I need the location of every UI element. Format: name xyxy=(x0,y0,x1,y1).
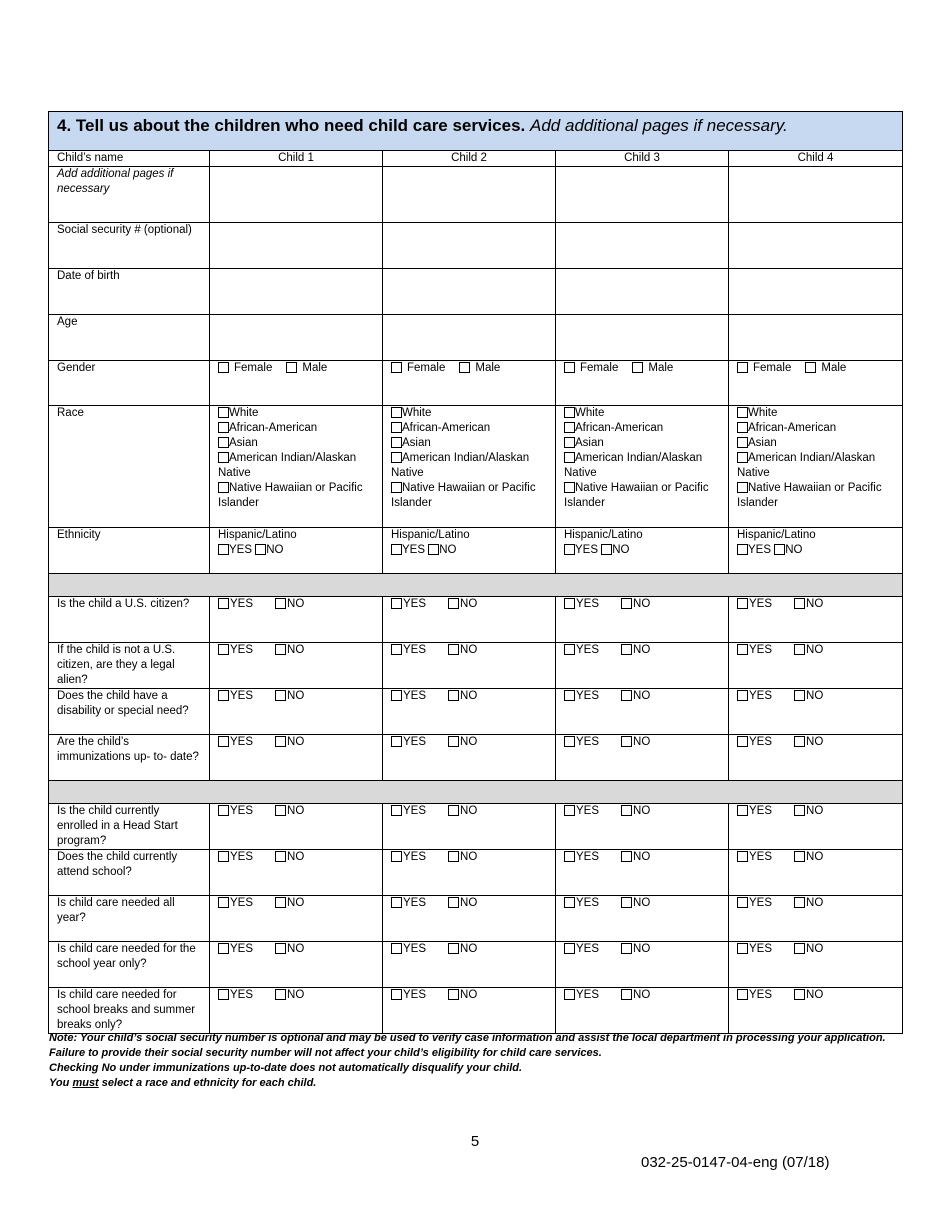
dob-input-3[interactable] xyxy=(556,269,729,315)
no-checkbox[interactable] xyxy=(621,598,632,609)
all-year-row: Is child care needed all year? YES NO YES NO YES NO YES NO xyxy=(49,896,903,942)
no-checkbox[interactable] xyxy=(275,897,286,908)
no-checkbox[interactable] xyxy=(794,736,805,747)
no-checkbox[interactable] xyxy=(448,690,459,701)
yes-checkbox[interactable] xyxy=(218,736,229,747)
no-checkbox[interactable] xyxy=(275,690,286,701)
yes-checkbox[interactable] xyxy=(391,644,402,655)
yes-checkbox[interactable] xyxy=(737,805,748,816)
race-american-indian-checkbox[interactable] xyxy=(218,452,229,463)
no-checkbox[interactable] xyxy=(275,943,286,954)
yes-checkbox[interactable] xyxy=(737,736,748,747)
race-hawaiian-checkbox[interactable] xyxy=(391,482,402,493)
immunization-note: Checking No under immunizations up-to-date does not automatically disqualify your child. xyxy=(49,1062,523,1074)
no-checkbox[interactable] xyxy=(794,644,805,655)
school-row: Does the child currently attend school? YES NO YES NO YES NO YES NO xyxy=(49,850,903,896)
race-white-checkbox[interactable] xyxy=(564,407,575,418)
no-checkbox[interactable] xyxy=(621,943,632,954)
male-checkbox[interactable] xyxy=(286,362,297,373)
yes-checkbox[interactable] xyxy=(218,544,229,555)
race-american-indian-checkbox[interactable] xyxy=(391,452,402,463)
yes-checkbox[interactable] xyxy=(218,989,229,1000)
school-label: Does the child currently attend school? xyxy=(49,850,210,896)
yes-checkbox[interactable] xyxy=(737,943,748,954)
yes-checkbox[interactable] xyxy=(564,644,575,655)
separator-row xyxy=(49,781,903,804)
no-checkbox[interactable] xyxy=(794,989,805,1000)
form-code: 032-25-0147-04-eng (07/18) xyxy=(641,1154,830,1171)
race-label: Race xyxy=(49,406,210,528)
age-input-2[interactable] xyxy=(383,315,556,361)
breaks-row: Is child care needed for school breaks and summer breaks only? YES NO YES NO YES NO YES NO xyxy=(49,988,903,1034)
child-name-note: Add additional pages if necessary xyxy=(49,167,210,223)
yes-checkbox[interactable] xyxy=(737,644,748,655)
yes-checkbox[interactable] xyxy=(218,851,229,862)
no-checkbox[interactable] xyxy=(621,805,632,816)
race-options-1: White African-American Asian American Indian/Alaskan Native Native Hawaiian or Pacific Islander xyxy=(210,406,383,528)
yes-checkbox[interactable] xyxy=(564,851,575,862)
no-checkbox[interactable] xyxy=(275,644,286,655)
citizen-label: Is the child a U.S. citizen? xyxy=(49,597,210,643)
school-year-row: Is child care needed for the school year only? YES NO YES NO YES NO YES NO xyxy=(49,942,903,988)
no-checkbox[interactable] xyxy=(621,644,632,655)
yes-checkbox[interactable] xyxy=(391,736,402,747)
no-checkbox[interactable] xyxy=(448,989,459,1000)
yes-checkbox[interactable] xyxy=(737,544,748,555)
yes-checkbox[interactable] xyxy=(564,943,575,954)
no-checkbox[interactable] xyxy=(621,897,632,908)
female-checkbox[interactable] xyxy=(218,362,229,373)
immunizations-label: Are the child’s immunizations up- to- date? xyxy=(49,735,210,781)
school-year-label: Is child care needed for the school year only? xyxy=(49,942,210,988)
yes-checkbox[interactable] xyxy=(391,943,402,954)
race-african-american-checkbox[interactable] xyxy=(737,422,748,433)
no-checkbox[interactable] xyxy=(621,851,632,862)
gender-options-1: Female Male xyxy=(210,361,383,406)
dob-input-4[interactable] xyxy=(729,269,903,315)
children-info-table xyxy=(48,111,903,1034)
ssn-input-1[interactable] xyxy=(210,223,383,269)
yes-checkbox[interactable] xyxy=(218,943,229,954)
age-input-1[interactable] xyxy=(210,315,383,361)
ethnicity-options-2: Hispanic/Latino YES NO xyxy=(383,528,556,574)
no-checkbox[interactable] xyxy=(448,736,459,747)
disability-label: Does the child have a disability or special need? xyxy=(49,689,210,735)
no-checkbox[interactable] xyxy=(794,805,805,816)
ssn-input-2[interactable] xyxy=(383,223,556,269)
no-checkbox[interactable] xyxy=(275,989,286,1000)
head-start-label: Is the child currently enrolled in a Head Start program? xyxy=(49,804,210,850)
race-hawaiian-checkbox[interactable] xyxy=(218,482,229,493)
no-checkbox[interactable] xyxy=(275,736,286,747)
no-checkbox[interactable] xyxy=(448,598,459,609)
section-header xyxy=(49,112,903,151)
no-checkbox[interactable] xyxy=(448,851,459,862)
race-ethnicity-note: You must select a race and ethnicity for each child. xyxy=(49,1077,317,1089)
ethnicity-options-3: Hispanic/Latino YES NO xyxy=(556,528,729,574)
no-checkbox[interactable] xyxy=(794,598,805,609)
ssn-note: Note: Your child’s social security number is optional and may be used to verify case information and assist the local department in processing your application. Failure to provide their social security number will not affect your child’s eligibility for child care services. xyxy=(49,1032,886,1059)
yes-checkbox[interactable] xyxy=(218,805,229,816)
yes-checkbox[interactable] xyxy=(737,851,748,862)
no-checkbox[interactable] xyxy=(448,644,459,655)
separator-row xyxy=(49,574,903,597)
child-name-input-4[interactable] xyxy=(729,167,903,223)
yes-checkbox[interactable] xyxy=(564,897,575,908)
section-title-bold: 4. Tell us about the children who need child care services. xyxy=(57,116,526,135)
no-checkbox[interactable] xyxy=(275,805,286,816)
section-title xyxy=(49,112,903,151)
gender-options-4: Female Male xyxy=(729,361,903,406)
column-child-3: Child 3 xyxy=(556,151,729,167)
male-checkbox[interactable] xyxy=(459,362,470,373)
ssn-input-3[interactable] xyxy=(556,223,729,269)
race-hawaiian-checkbox[interactable] xyxy=(737,482,748,493)
child-name-label: Child’s name xyxy=(49,151,210,167)
race-african-american-checkbox[interactable] xyxy=(218,422,229,433)
yes-checkbox[interactable] xyxy=(564,805,575,816)
dob-input-1[interactable] xyxy=(210,269,383,315)
yes-checkbox[interactable] xyxy=(564,989,575,1000)
yes-checkbox[interactable] xyxy=(391,544,402,555)
disability-row: Does the child have a disability or special need? YES NO YES NO YES NO YES NO xyxy=(49,689,903,735)
column-header-row xyxy=(49,151,903,167)
race-asian-checkbox[interactable] xyxy=(737,437,748,448)
race-african-american-checkbox[interactable] xyxy=(391,422,402,433)
race-options-2: White African-American Asian American Indian/Alaskan Native Native Hawaiian or Pacific Islander xyxy=(383,406,556,528)
female-checkbox[interactable] xyxy=(737,362,748,373)
female-checkbox[interactable] xyxy=(564,362,575,373)
ssn-row xyxy=(49,223,903,269)
race-white-checkbox[interactable] xyxy=(737,407,748,418)
dob-row xyxy=(49,269,903,315)
yes-checkbox[interactable] xyxy=(564,544,575,555)
head-start-row: Is the child currently enrolled in a Head Start program? YES NO YES NO YES NO YES NO xyxy=(49,804,903,850)
yes-checkbox[interactable] xyxy=(391,598,402,609)
ethnicity-label: Ethnicity xyxy=(49,528,210,574)
ethnicity-options-1: Hispanic/Latino YES NO xyxy=(210,528,383,574)
yes-checkbox[interactable] xyxy=(391,897,402,908)
no-checkbox[interactable] xyxy=(794,690,805,701)
no-checkbox[interactable] xyxy=(448,805,459,816)
yes-checkbox[interactable] xyxy=(218,644,229,655)
yes-checkbox[interactable] xyxy=(737,897,748,908)
age-input-3[interactable] xyxy=(556,315,729,361)
no-checkbox[interactable] xyxy=(621,736,632,747)
gender-options-3: Female Male xyxy=(556,361,729,406)
race-white-checkbox[interactable] xyxy=(218,407,229,418)
yes-checkbox[interactable] xyxy=(564,598,575,609)
gender-options-2: Female Male xyxy=(383,361,556,406)
age-row xyxy=(49,315,903,361)
age-label: Age xyxy=(49,315,210,361)
no-checkbox[interactable] xyxy=(601,544,612,555)
race-asian-checkbox[interactable] xyxy=(391,437,402,448)
section-title-italic: Add additional pages if necessary. xyxy=(530,116,788,135)
column-child-4: Child 4 xyxy=(729,151,903,167)
yes-checkbox[interactable] xyxy=(218,598,229,609)
yes-checkbox[interactable] xyxy=(391,805,402,816)
child-name-input-1[interactable] xyxy=(210,167,383,223)
gender-label: Gender xyxy=(49,361,210,406)
yes-checkbox[interactable] xyxy=(737,989,748,1000)
race-asian-checkbox[interactable] xyxy=(218,437,229,448)
yes-checkbox[interactable] xyxy=(218,690,229,701)
gender-row xyxy=(49,361,903,406)
yes-checkbox[interactable] xyxy=(391,989,402,1000)
yes-checkbox[interactable] xyxy=(737,690,748,701)
column-child-1: Child 1 xyxy=(210,151,383,167)
form-notes xyxy=(49,1031,909,1091)
no-checkbox[interactable] xyxy=(794,897,805,908)
race-american-indian-checkbox[interactable] xyxy=(564,452,575,463)
ethnicity-options-4: Hispanic/Latino YES NO xyxy=(729,528,903,574)
race-options-3: White African-American Asian American Indian/Alaskan Native Native Hawaiian or Pacific Islander xyxy=(556,406,729,528)
yes-checkbox[interactable] xyxy=(564,690,575,701)
no-checkbox[interactable] xyxy=(794,851,805,862)
child-name-input-2[interactable] xyxy=(383,167,556,223)
legal-alien-label: If the child is not a U.S. citizen, are they a legal alien? xyxy=(49,643,210,689)
child-name-row xyxy=(49,167,903,223)
yes-checkbox[interactable] xyxy=(564,736,575,747)
race-hawaiian-checkbox[interactable] xyxy=(564,482,575,493)
yes-checkbox[interactable] xyxy=(391,851,402,862)
race-white-checkbox[interactable] xyxy=(391,407,402,418)
ssn-label: Social security # (optional) xyxy=(49,223,210,269)
citizen-row: Is the child a U.S. citizen? YES NO YES NO YES NO YES NO xyxy=(49,597,903,643)
race-african-american-checkbox[interactable] xyxy=(564,422,575,433)
female-checkbox[interactable] xyxy=(391,362,402,373)
no-checkbox[interactable] xyxy=(448,943,459,954)
ssn-input-4[interactable] xyxy=(729,223,903,269)
no-checkbox[interactable] xyxy=(275,851,286,862)
race-options-4: White African-American Asian American Indian/Alaskan Native Native Hawaiian or Pacific Islander xyxy=(729,406,903,528)
no-checkbox[interactable] xyxy=(428,544,439,555)
breaks-label: Is child care needed for school breaks and summer breaks only? xyxy=(49,988,210,1034)
dob-label: Date of birth xyxy=(49,269,210,315)
race-row xyxy=(49,406,903,528)
male-checkbox[interactable] xyxy=(805,362,816,373)
no-checkbox[interactable] xyxy=(275,598,286,609)
age-input-4[interactable] xyxy=(729,315,903,361)
yes-checkbox[interactable] xyxy=(218,897,229,908)
no-checkbox[interactable] xyxy=(794,943,805,954)
no-checkbox[interactable] xyxy=(621,690,632,701)
legal-alien-row: If the child is not a U.S. citizen, are they a legal alien? YES NO YES NO YES NO YES NO xyxy=(49,643,903,689)
ethnicity-row xyxy=(49,528,903,574)
child-name-input-3[interactable] xyxy=(556,167,729,223)
no-checkbox[interactable] xyxy=(774,544,785,555)
no-checkbox[interactable] xyxy=(255,544,266,555)
yes-checkbox[interactable] xyxy=(391,690,402,701)
no-checkbox[interactable] xyxy=(448,897,459,908)
yes-checkbox[interactable] xyxy=(737,598,748,609)
all-year-label: Is child care needed all year? xyxy=(49,896,210,942)
race-american-indian-checkbox[interactable] xyxy=(737,452,748,463)
race-asian-checkbox[interactable] xyxy=(564,437,575,448)
male-checkbox[interactable] xyxy=(632,362,643,373)
page-number: 5 xyxy=(470,1133,480,1150)
immunizations-row: Are the child’s immunizations up- to- date? YES NO YES NO YES NO YES NO xyxy=(49,735,903,781)
column-child-2: Child 2 xyxy=(383,151,556,167)
dob-input-2[interactable] xyxy=(383,269,556,315)
no-checkbox[interactable] xyxy=(621,989,632,1000)
